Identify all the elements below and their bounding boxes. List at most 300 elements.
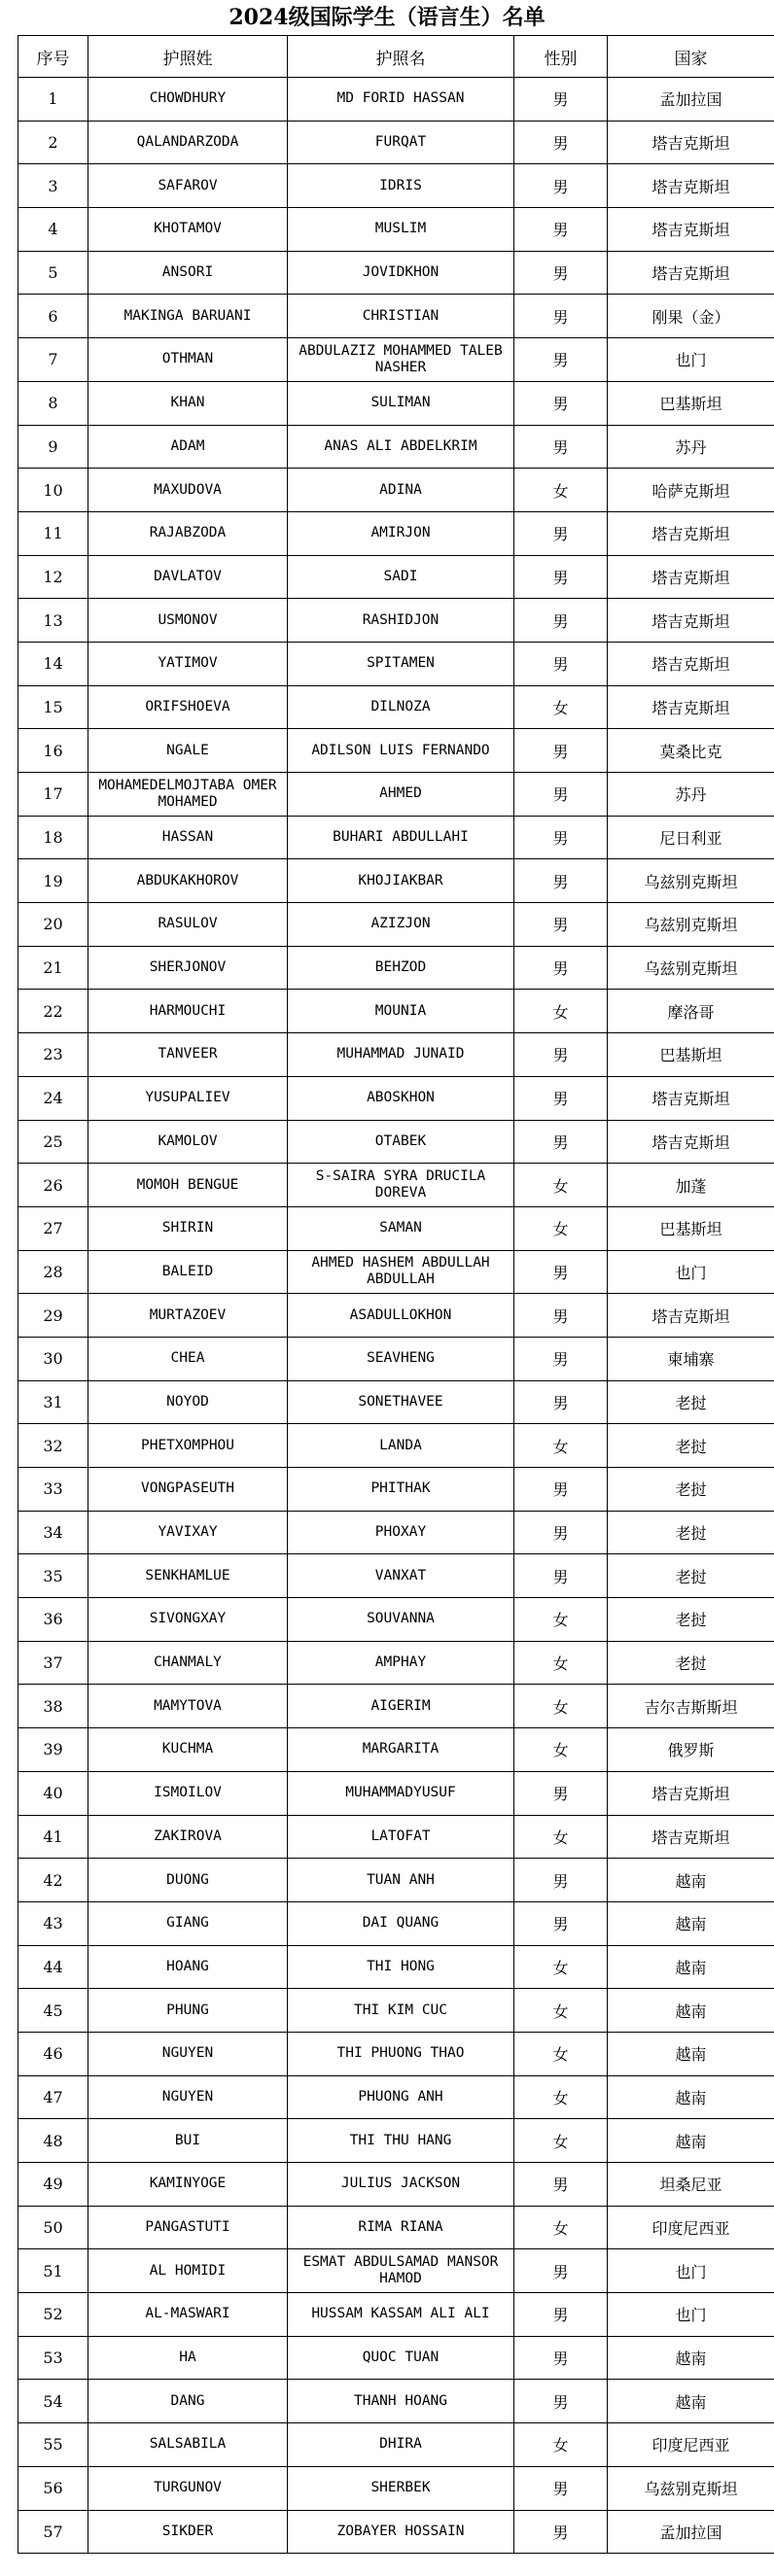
cell-gender: 男	[514, 1901, 608, 1945]
cell-country: 塔吉克斯坦	[608, 251, 774, 295]
table-row	[18, 381, 774, 425]
cell-country: 塔吉克斯坦	[608, 685, 774, 729]
table-row	[18, 1337, 774, 1380]
cell-surname: AL HOMIDI	[88, 2249, 288, 2293]
cell-index: 3	[18, 164, 88, 208]
cell-given-name: ADINA	[288, 469, 514, 512]
cell-gender: 女	[514, 1424, 608, 1468]
cell-country: 俄罗斯	[608, 1728, 774, 1772]
cell-index: 18	[18, 816, 88, 859]
table-row	[18, 2466, 774, 2510]
table-row	[18, 2423, 774, 2467]
cell-gender: 男	[514, 1076, 608, 1120]
cell-surname: RASULOV	[88, 903, 288, 947]
cell-gender: 男	[514, 208, 608, 252]
cell-given-name: AZIZJON	[288, 903, 514, 947]
cell-surname: SALSABILA	[88, 2423, 288, 2467]
table-row	[18, 2510, 774, 2554]
cell-surname: DUONG	[88, 1859, 288, 1902]
cell-index: 29	[18, 1294, 88, 1338]
cell-surname: KUCHMA	[88, 1728, 288, 1772]
cell-country: 乌兹别克斯坦	[608, 859, 774, 903]
cell-index: 30	[18, 1337, 88, 1380]
cell-given-name: SEAVHENG	[288, 1337, 514, 1380]
cell-surname: TURGUNOV	[88, 2466, 288, 2510]
table-row	[18, 2293, 774, 2337]
table-row	[18, 425, 774, 469]
cell-gender: 男	[514, 2249, 608, 2293]
cell-gender: 女	[514, 2075, 608, 2119]
cell-country: 也门	[608, 338, 774, 382]
cell-surname: PHETXOMPHOU	[88, 1424, 288, 1468]
cell-surname: KAMINYOGE	[88, 2163, 288, 2207]
cell-gender: 男	[514, 2466, 608, 2510]
cell-gender: 男	[514, 599, 608, 643]
cell-surname: SIVONGXAY	[88, 1598, 288, 1642]
cell-gender: 女	[514, 1598, 608, 1642]
table-row	[18, 1859, 774, 1902]
cell-gender: 男	[514, 1337, 608, 1380]
cell-index: 38	[18, 1685, 88, 1728]
cell-country: 塔吉克斯坦	[608, 1120, 774, 1164]
cell-gender: 女	[514, 1989, 608, 2033]
cell-country: 苏丹	[608, 773, 774, 817]
cell-index: 7	[18, 338, 88, 382]
cell-index: 12	[18, 555, 88, 599]
cell-index: 48	[18, 2119, 88, 2163]
student-table	[18, 35, 774, 2554]
cell-surname: VONGPASEUTH	[88, 1468, 288, 1512]
table-row	[18, 2032, 774, 2075]
cell-given-name: BEHZOD	[288, 946, 514, 990]
cell-gender: 男	[514, 2163, 608, 2207]
cell-index: 27	[18, 1206, 88, 1250]
cell-index: 16	[18, 729, 88, 773]
cell-surname: YUSUPALIEV	[88, 1076, 288, 1120]
table-row	[18, 555, 774, 599]
cell-index: 2	[18, 121, 88, 164]
cell-country: 塔吉克斯坦	[608, 511, 774, 555]
cell-gender: 男	[514, 903, 608, 947]
cell-given-name: IDRIS	[288, 164, 514, 208]
cell-given-name: QUOC TUAN	[288, 2336, 514, 2380]
cell-surname: HA	[88, 2336, 288, 2380]
cell-surname: ISMOILOV	[88, 1771, 288, 1815]
table-row	[18, 2380, 774, 2423]
cell-given-name: CHRISTIAN	[288, 295, 514, 338]
table-row	[18, 599, 774, 643]
cell-given-name: JULIUS JACKSON	[288, 2163, 514, 2207]
cell-given-name: SULIMAN	[288, 381, 514, 425]
cell-gender: 男	[514, 1511, 608, 1554]
cell-surname: AL-MASWARI	[88, 2293, 288, 2337]
cell-surname: HOANG	[88, 1945, 288, 1989]
table-row	[18, 78, 774, 122]
cell-index: 52	[18, 2293, 88, 2337]
cell-surname: ZAKIROVA	[88, 1815, 288, 1859]
cell-index: 22	[18, 990, 88, 1033]
table-row	[18, 121, 774, 164]
cell-gender: 女	[514, 1815, 608, 1859]
cell-surname: HASSAN	[88, 816, 288, 859]
table-row	[18, 1554, 774, 1598]
cell-country: 柬埔寨	[608, 1337, 774, 1380]
cell-index: 56	[18, 2466, 88, 2510]
cell-given-name: OTABEK	[288, 1120, 514, 1164]
cell-gender: 男	[514, 2293, 608, 2337]
cell-given-name: KHOJIAKBAR	[288, 859, 514, 903]
cell-surname: YAVIXAY	[88, 1511, 288, 1554]
table-row	[18, 1685, 774, 1728]
header-row	[18, 36, 774, 78]
table-row	[18, 1120, 774, 1164]
cell-country: 越南	[608, 2075, 774, 2119]
cell-country: 孟加拉国	[608, 2510, 774, 2554]
header-given-name: 护照名	[288, 36, 514, 78]
cell-country: 摩洛哥	[608, 990, 774, 1033]
cell-given-name: VANXAT	[288, 1554, 514, 1598]
table-row	[18, 903, 774, 947]
cell-surname: KAMOLOV	[88, 1120, 288, 1164]
cell-given-name: ADILSON LUIS FERNANDO	[288, 729, 514, 773]
cell-gender: 男	[514, 511, 608, 555]
cell-gender: 男	[514, 1250, 608, 1294]
cell-surname: SAFAROV	[88, 164, 288, 208]
cell-country: 哈萨克斯坦	[608, 469, 774, 512]
cell-surname: TANVEER	[88, 1033, 288, 1077]
cell-index: 51	[18, 2249, 88, 2293]
cell-country: 乌兹别克斯坦	[608, 903, 774, 947]
cell-index: 50	[18, 2206, 88, 2249]
cell-gender: 男	[514, 2510, 608, 2554]
table-row	[18, 1945, 774, 1989]
cell-surname: KHAN	[88, 381, 288, 425]
cell-country: 老挝	[608, 1468, 774, 1512]
cell-given-name: THI THU HANG	[288, 2119, 514, 2163]
cell-country: 老挝	[608, 1598, 774, 1642]
cell-index: 43	[18, 1901, 88, 1945]
cell-gender: 男	[514, 1120, 608, 1164]
table-row	[18, 1815, 774, 1859]
header-surname: 护照姓	[88, 36, 288, 78]
cell-given-name: DHIRA	[288, 2423, 514, 2467]
cell-gender: 男	[514, 121, 608, 164]
cell-index: 9	[18, 425, 88, 469]
cell-index: 15	[18, 685, 88, 729]
cell-index: 41	[18, 1815, 88, 1859]
cell-given-name: DILNOZA	[288, 685, 514, 729]
cell-country: 吉尔吉斯斯坦	[608, 1685, 774, 1728]
table-row	[18, 816, 774, 859]
cell-index: 33	[18, 1468, 88, 1512]
cell-index: 36	[18, 1598, 88, 1642]
table-row	[18, 1294, 774, 1338]
cell-surname: MAXUDOVA	[88, 469, 288, 512]
cell-given-name: AMIRJON	[288, 511, 514, 555]
cell-gender: 女	[514, 1728, 608, 1772]
cell-country: 塔吉克斯坦	[608, 1294, 774, 1338]
cell-index: 17	[18, 773, 88, 817]
cell-gender: 女	[514, 1945, 608, 1989]
table-row	[18, 469, 774, 512]
cell-given-name: AMPHAY	[288, 1641, 514, 1685]
cell-country: 塔吉克斯坦	[608, 1815, 774, 1859]
table-row	[18, 685, 774, 729]
cell-gender: 女	[514, 2032, 608, 2075]
cell-country: 塔吉克斯坦	[608, 1076, 774, 1120]
table-row	[18, 2075, 774, 2119]
cell-gender: 男	[514, 816, 608, 859]
cell-country: 越南	[608, 1901, 774, 1945]
cell-given-name: TUAN ANH	[288, 1859, 514, 1902]
table-row	[18, 642, 774, 685]
table-row	[18, 2119, 774, 2163]
cell-index: 54	[18, 2380, 88, 2423]
cell-gender: 男	[514, 2380, 608, 2423]
cell-country: 塔吉克斯坦	[608, 164, 774, 208]
cell-surname: MOHAMEDELMOJTABA OMER MOHAMED	[88, 773, 288, 817]
cell-surname: MAMYTOVA	[88, 1685, 288, 1728]
table-row	[18, 1424, 774, 1468]
cell-index: 5	[18, 251, 88, 295]
cell-gender: 男	[514, 251, 608, 295]
cell-country: 塔吉克斯坦	[608, 121, 774, 164]
cell-given-name: ESMAT ABDULSAMAD MANSOR HAMOD	[288, 2249, 514, 2293]
cell-gender: 男	[514, 164, 608, 208]
cell-given-name: ZOBAYER HOSSAIN	[288, 2510, 514, 2554]
table-row	[18, 208, 774, 252]
table-row	[18, 1250, 774, 1294]
cell-given-name: ANAS ALI ABDELKRIM	[288, 425, 514, 469]
document-title: 2024级国际学生（语言生）名单	[229, 5, 545, 30]
cell-gender: 女	[514, 1685, 608, 1728]
cell-index: 31	[18, 1380, 88, 1424]
cell-given-name: AHMED HASHEM ABDULLAH ABDULLAH	[288, 1250, 514, 1294]
cell-gender: 男	[514, 2336, 608, 2380]
cell-given-name: SAMAN	[288, 1206, 514, 1250]
cell-index: 28	[18, 1250, 88, 1294]
cell-surname: NGALE	[88, 729, 288, 773]
table-row	[18, 1076, 774, 1120]
cell-gender: 男	[514, 381, 608, 425]
cell-given-name: THANH HOANG	[288, 2380, 514, 2423]
table-row	[18, 1206, 774, 1250]
cell-gender: 男	[514, 78, 608, 122]
cell-gender: 女	[514, 2423, 608, 2467]
cell-index: 32	[18, 1424, 88, 1468]
cell-given-name: S-SAIRA SYRA DRUCILA DOREVA	[288, 1164, 514, 1207]
cell-surname: NOYOD	[88, 1380, 288, 1424]
table-row	[18, 1728, 774, 1772]
cell-given-name: AHMED	[288, 773, 514, 817]
cell-gender: 男	[514, 1294, 608, 1338]
cell-gender: 女	[514, 2119, 608, 2163]
cell-country: 刚果（金）	[608, 295, 774, 338]
cell-surname: USMONOV	[88, 599, 288, 643]
table-row	[18, 1598, 774, 1642]
cell-surname: SHERJONOV	[88, 946, 288, 990]
table-row	[18, 1511, 774, 1554]
cell-surname: ORIFSHOEVA	[88, 685, 288, 729]
cell-given-name: MUSLIM	[288, 208, 514, 252]
header-index: 序号	[18, 36, 88, 78]
table-row	[18, 1901, 774, 1945]
table-row	[18, 251, 774, 295]
cell-country: 越南	[608, 1859, 774, 1902]
cell-index: 57	[18, 2510, 88, 2554]
cell-index: 20	[18, 903, 88, 947]
cell-index: 46	[18, 2032, 88, 2075]
cell-given-name: MUHAMMAD JUNAID	[288, 1033, 514, 1077]
cell-gender: 男	[514, 1554, 608, 1598]
cell-country: 塔吉克斯坦	[608, 642, 774, 685]
cell-surname: QALANDARZODA	[88, 121, 288, 164]
cell-country: 塔吉克斯坦	[608, 555, 774, 599]
table-row	[18, 2336, 774, 2380]
cell-country: 印度尼西亚	[608, 2423, 774, 2467]
table-row	[18, 1380, 774, 1424]
cell-country: 也门	[608, 2293, 774, 2337]
cell-country: 越南	[608, 2032, 774, 2075]
cell-gender: 男	[514, 338, 608, 382]
cell-surname: RAJABZODA	[88, 511, 288, 555]
cell-given-name: MD FORID HASSAN	[288, 78, 514, 122]
cell-gender: 女	[514, 1641, 608, 1685]
cell-given-name: PHUONG ANH	[288, 2075, 514, 2119]
cell-index: 1	[18, 78, 88, 122]
table-row	[18, 773, 774, 817]
cell-gender: 女	[514, 2206, 608, 2249]
cell-country: 老挝	[608, 1380, 774, 1424]
cell-given-name: SHERBEK	[288, 2466, 514, 2510]
cell-given-name: DAI QUANG	[288, 1901, 514, 1945]
cell-country: 越南	[608, 1945, 774, 1989]
table-row	[18, 946, 774, 990]
table-row	[18, 1468, 774, 1512]
table-row	[18, 1771, 774, 1815]
cell-country: 也门	[608, 2249, 774, 2293]
table-row	[18, 164, 774, 208]
cell-index: 49	[18, 2163, 88, 2207]
cell-surname: OTHMAN	[88, 338, 288, 382]
table-row	[18, 990, 774, 1033]
cell-given-name: LANDA	[288, 1424, 514, 1468]
cell-gender: 男	[514, 425, 608, 469]
cell-index: 53	[18, 2336, 88, 2380]
cell-surname: ABDUKAKHOROV	[88, 859, 288, 903]
cell-gender: 男	[514, 555, 608, 599]
cell-surname: MURTAZOEV	[88, 1294, 288, 1338]
cell-country: 孟加拉国	[608, 78, 774, 122]
cell-given-name: FURQAT	[288, 121, 514, 164]
cell-gender: 男	[514, 859, 608, 903]
cell-given-name: SONETHAVEE	[288, 1380, 514, 1424]
cell-given-name: RIMA RIANA	[288, 2206, 514, 2249]
cell-country: 巴基斯坦	[608, 1206, 774, 1250]
cell-gender: 男	[514, 1859, 608, 1902]
cell-index: 45	[18, 1989, 88, 2033]
cell-index: 6	[18, 295, 88, 338]
cell-given-name: THI HONG	[288, 1945, 514, 1989]
cell-surname: ANSORI	[88, 251, 288, 295]
cell-country: 老挝	[608, 1554, 774, 1598]
cell-index: 14	[18, 642, 88, 685]
table-row	[18, 1989, 774, 2033]
cell-gender: 男	[514, 1033, 608, 1077]
table-row	[18, 295, 774, 338]
cell-index: 34	[18, 1511, 88, 1554]
cell-given-name: AIGERIM	[288, 1685, 514, 1728]
cell-surname: SENKHAMLUE	[88, 1554, 288, 1598]
cell-given-name: JOVIDKHON	[288, 251, 514, 295]
cell-given-name: ASADULLOKHON	[288, 1294, 514, 1338]
cell-index: 37	[18, 1641, 88, 1685]
table-row	[18, 859, 774, 903]
cell-index: 55	[18, 2423, 88, 2467]
table-row	[18, 2163, 774, 2207]
cell-country: 印度尼西亚	[608, 2206, 774, 2249]
cell-country: 塔吉克斯坦	[608, 208, 774, 252]
cell-surname: DANG	[88, 2380, 288, 2423]
cell-gender: 女	[514, 990, 608, 1033]
cell-surname: MOMOH BENGUE	[88, 1164, 288, 1207]
cell-surname: GIANG	[88, 1901, 288, 1945]
cell-surname: BALEID	[88, 1250, 288, 1294]
cell-index: 10	[18, 469, 88, 512]
table-row	[18, 2249, 774, 2293]
cell-index: 39	[18, 1728, 88, 1772]
cell-given-name: MOUNIA	[288, 990, 514, 1033]
cell-surname: MAKINGA BARUANI	[88, 295, 288, 338]
cell-country: 坦桑尼亚	[608, 2163, 774, 2207]
cell-surname: PANGASTUTI	[88, 2206, 288, 2249]
cell-country: 加蓬	[608, 1164, 774, 1207]
cell-index: 8	[18, 381, 88, 425]
cell-given-name: MARGARITA	[288, 1728, 514, 1772]
cell-gender: 女	[514, 1164, 608, 1207]
cell-gender: 男	[514, 729, 608, 773]
cell-gender: 女	[514, 685, 608, 729]
cell-index: 23	[18, 1033, 88, 1077]
cell-country: 越南	[608, 1989, 774, 2033]
header-country: 国家	[608, 36, 774, 78]
cell-given-name: THI KIM CUC	[288, 1989, 514, 2033]
table-row	[18, 1033, 774, 1077]
cell-gender: 女	[514, 469, 608, 512]
cell-surname: CHANMALY	[88, 1641, 288, 1685]
cell-given-name: SPITAMEN	[288, 642, 514, 685]
table-row	[18, 2206, 774, 2249]
cell-index: 44	[18, 1945, 88, 1989]
cell-given-name: SADI	[288, 555, 514, 599]
cell-index: 21	[18, 946, 88, 990]
cell-surname: BUI	[88, 2119, 288, 2163]
cell-given-name: ABDULAZIZ MOHAMMED TALEB NASHER	[288, 338, 514, 382]
cell-country: 越南	[608, 2336, 774, 2380]
cell-given-name: SOUVANNA	[288, 1598, 514, 1642]
cell-surname: CHOWDHURY	[88, 78, 288, 122]
cell-country: 越南	[608, 2119, 774, 2163]
cell-country: 越南	[608, 2380, 774, 2423]
cell-country: 塔吉克斯坦	[608, 1771, 774, 1815]
cell-surname: NGUYEN	[88, 2032, 288, 2075]
cell-given-name: RASHIDJON	[288, 599, 514, 643]
cell-given-name: ABOSKHON	[288, 1076, 514, 1120]
cell-surname: PHUNG	[88, 1989, 288, 2033]
cell-index: 13	[18, 599, 88, 643]
cell-index: 11	[18, 511, 88, 555]
cell-index: 26	[18, 1164, 88, 1207]
